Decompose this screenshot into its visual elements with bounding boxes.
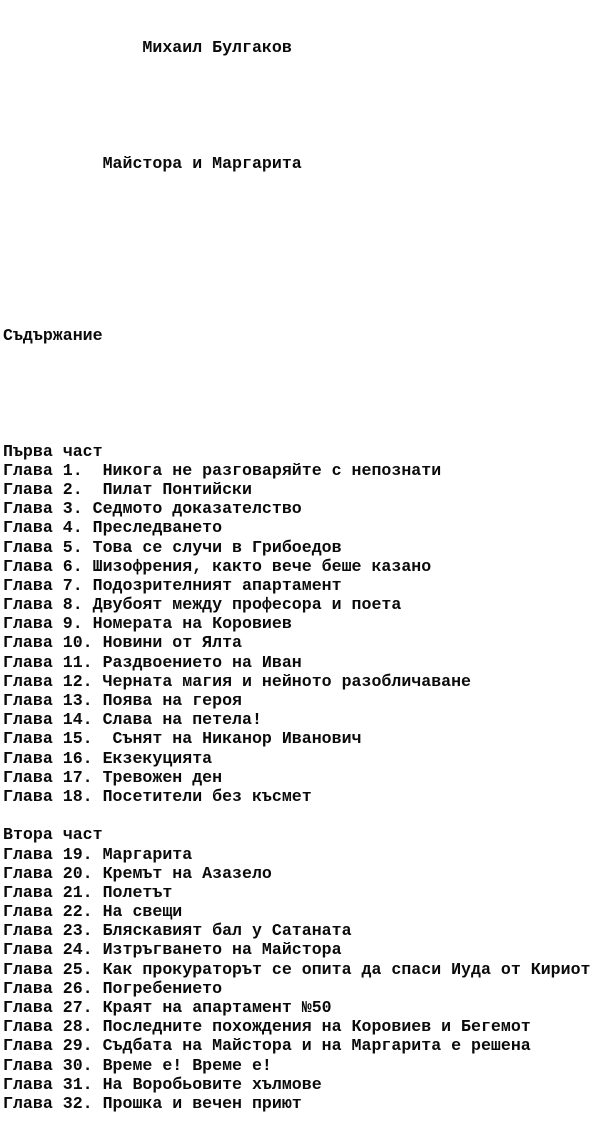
chapter-line: Глава 3. Седмото доказателство: [3, 499, 302, 519]
toc-body: [3, 442, 600, 1114]
chapter-line: Глава 15. Сънят на Никанор Иванович: [3, 729, 362, 749]
chapter-line: Глава 4. Преследването: [3, 518, 223, 538]
chapter-line: Глава 29. Съдбата на Майстора и на Маргарита е решена: [3, 1036, 531, 1056]
chapter-line: Глава 30. Време е! Време е!: [3, 1055, 272, 1075]
chapter-line: Глава 25. Как прокураторът се опита да спаси Иуда от Кириот: [3, 959, 591, 979]
chapter-line: Глава 27. Краят на апартамент №50: [3, 998, 332, 1017]
chapter-line: Глава 14. Слава на петела!: [3, 710, 262, 730]
chapter-line: Глава 12. Черната магия и нейното разобличаване: [3, 671, 472, 691]
chapter-line: Глава 11. Раздвоението на Иван: [3, 652, 302, 672]
book-title-line: Майстора и Маргарита: [102, 153, 302, 173]
chapter-line: Глава 31. На Воробьовите хълмове: [3, 1074, 322, 1094]
part-heading: Първа част: [3, 441, 103, 461]
chapter-line: Глава 22. На свещи: [3, 902, 183, 922]
blank-line: [3, 269, 600, 288]
contents-heading: Съдържание: [3, 326, 103, 346]
chapter-line: Глава 6. Шизофрения, както вече беше казано: [3, 556, 432, 576]
chapter-line: Глава 24. Изтръгването на Майстора: [3, 940, 342, 960]
blank-line: [3, 806, 600, 825]
chapter-line: Глава 23. Бляскавият бал у Сатаната: [3, 921, 352, 941]
chapter-line: Глава 19. Маргарита: [3, 844, 193, 864]
chapter-line: Глава 28. Последните похождения на Коровиев и Бегемот: [3, 1017, 531, 1037]
chapter-line: Глава 2. Пилат Понтийски: [3, 479, 252, 499]
chapter-line: Глава 21. Полетът: [3, 882, 173, 902]
chapter-line: Глава 17. Тревожен ден: [3, 767, 223, 787]
chapter-line: Глава 5. Това се случи в Грибоедов: [3, 537, 342, 557]
chapter-line: Глава 32. Прошка и вечен приют: [3, 1093, 302, 1113]
part-heading: Втора част: [3, 825, 103, 845]
chapter-line: Глава 20. Кремът на Азазело: [3, 863, 272, 883]
blank-line: [3, 384, 600, 403]
chapter-line: Глава 26. Погребението: [3, 978, 223, 998]
author-line: Михаил Булгаков: [142, 38, 292, 58]
chapter-line: Глава 1. Никога не разговаряйте с непознати: [3, 460, 442, 480]
chapter-line: Глава 16. Екзекуцията: [3, 748, 213, 768]
chapter-line: Глава 8. Двубоят между професора и поета: [3, 595, 402, 615]
chapter-line: Глава 9. Номерата на Коровиев: [3, 614, 292, 634]
chapter-line: Глава 13. Поява на героя: [3, 691, 242, 710]
blank-line: [3, 96, 600, 115]
chapter-line: Глава 7. Подозрителният апартамент: [3, 575, 342, 595]
blank-line: [3, 211, 600, 230]
chapter-line: Глава 10. Новини от Ялта: [3, 633, 242, 653]
chapter-line: Глава 18. Посетители без късмет: [3, 786, 312, 806]
